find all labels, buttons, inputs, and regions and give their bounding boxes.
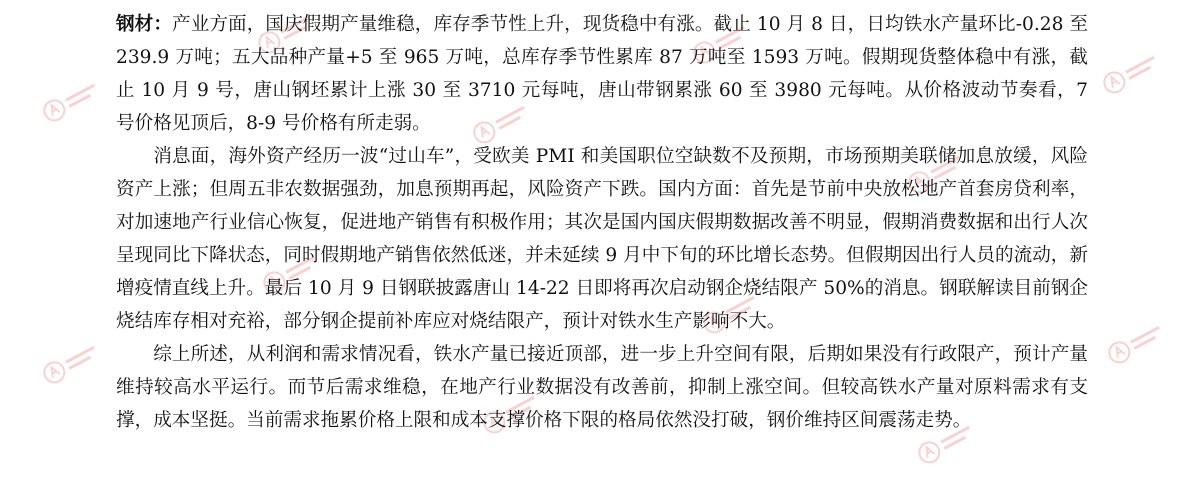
- section-heading-steel: 钢材：: [116, 14, 173, 35]
- watermark-logo: [1098, 46, 1167, 99]
- paragraph-steel: [116, 8, 1088, 140]
- watermark-logo: [38, 74, 107, 127]
- watermark-logo-icon: [38, 336, 107, 389]
- watermark-logo-icon: [38, 74, 107, 127]
- paragraph-news: 消息面，海外资产经历一波“过山车”，受欧美 PMI 和美国职位空缺数不及预期，市场预期美联储加息放缓，风险资产上涨；但周五非农数据强劲，加息预期再起，风险资产下跌。国内方面：首先是节前中央放松地产首套房贷利率，对加速地产行业信心恢复，促进地产销售有积极作用；其次是国内国庆假期数据改善不明显，假期消费数据和出行人次呈现同比下降状态，同时假期地产销售依然低迷，并未延续 9 月中下旬的环比增长态势。但假期因出行人员的流动，新增疫情直线上升。最后 10 月 9 日钢联披露唐山 14-22 日即将再次启动钢企烧结限产 50%的消息。钢联解读目前钢企烧结库存相对充裕，部分钢企提前补库应对烧结限产，预计对铁水生产影响不大。: [116, 146, 1088, 332]
- paragraph-steel-text: 产业方面，国庆假期产量维稳，库存季节性上升，现货稳中有涨。截止 10 月 8 日，日均铁水产量环比-0.28 至 239.9 万吨；五大品种产量+5 至 965 万吨，总库存季节性累库 87 万吨至 1593 万吨。假期现货整体稳中有涨，截止 10 月 9 号，唐山钢坯累计上涨 30 至 3710 元每吨，唐山带钢累涨 60 至 3980 元每吨。从价格波动节奏看，7 号价格见顶后，8-9 号价格有所走弱。: [116, 14, 1088, 134]
- report-body: [116, 8, 1088, 437]
- watermark-logo-icon: [1098, 46, 1167, 99]
- watermark-logo: [1103, 316, 1172, 369]
- paragraph-summary: 综上所述，从利润和需求情况看，铁水产量已接近顶部，进一步上升空间有限，后期如果没有行政限产，预计产量维持较高水平运行。而节后需求维稳，在地产行业数据没有改善前，抑制上涨空间。但较高铁水产量对原料需求有支撑，成本坚挺。当前需求拖累价格上限和成本支撑价格下限的格局依然没打破，钢价维持区间震荡走势。: [116, 344, 1088, 431]
- watermark-logo-icon: [1103, 316, 1172, 369]
- watermark-logo: [38, 336, 107, 389]
